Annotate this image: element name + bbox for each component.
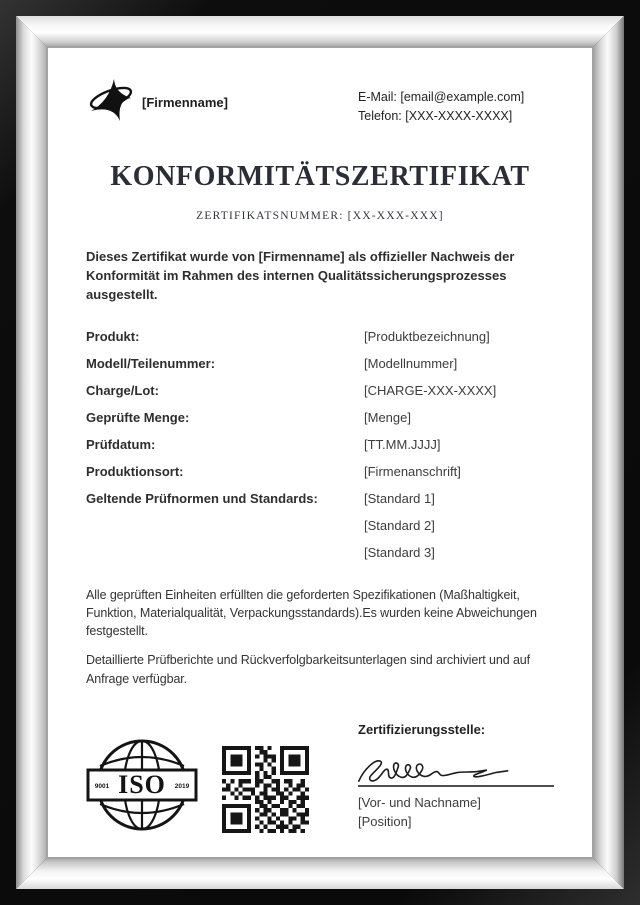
table-row	[86, 323, 554, 350]
compliance-paragraph: Alle geprüften Einheiten erfüllten die geforderten Spezifikationen (Maßhaltigkeit, Funktion, Materialqualität, Verpackungsstandards).Es wurden keine Abweichungen festgestellt.	[86, 587, 537, 639]
row-label: Geprüfte Menge:	[86, 409, 190, 425]
iso-center-text: ISO	[118, 769, 166, 799]
frame-edge-left	[16, 16, 46, 889]
table-row	[86, 431, 554, 458]
intro-paragraph: Dieses Zertifikat wurde von [Firmenname] als offizieller Nachweis der Konformität im Rahmen des internen Qualitätssicherungsprozesses ausgestellt.	[86, 249, 515, 302]
row-value: [Modellnummer]	[364, 355, 458, 371]
table-row	[86, 539, 554, 566]
row-value: [Produktbezeichnung]	[364, 328, 490, 344]
certifier-heading: Zertifizierungsstelle:	[358, 721, 486, 737]
table-row	[86, 458, 554, 485]
table-row	[86, 485, 554, 512]
frame-edge-bottom	[16, 859, 624, 889]
certificate-document	[46, 46, 594, 859]
table-row	[86, 377, 554, 404]
certifier-block	[358, 722, 554, 832]
table-row	[86, 404, 554, 431]
frame-edge-top	[16, 16, 624, 46]
company-logo-star-orbit-icon	[86, 78, 134, 127]
iso-left-text: 9001	[94, 782, 110, 790]
row-label: Produktionsort:	[86, 463, 184, 479]
details-table	[86, 323, 554, 566]
footer	[86, 722, 554, 842]
iso-right-text: 2019	[174, 782, 190, 790]
records-paragraph: Detaillierte Prüfberichte und Rückverfolgbarkeitsunterlagen sind archiviert und auf Anfrage verfügbar.	[86, 653, 531, 686]
certifier-name: [Vor- und Nachname]	[358, 794, 481, 810]
signature-line	[358, 785, 554, 787]
row-value: [CHARGE-XXX-XXXX]	[364, 382, 497, 398]
row-value: [Firmenanschrift]	[364, 463, 461, 479]
row-value: [TT.MM.JJJJ]	[364, 436, 441, 452]
iso-9001-badge-icon	[86, 733, 198, 842]
brand	[86, 78, 228, 127]
row-value: [Standard 3]	[364, 544, 435, 560]
row-label: Produkt:	[86, 328, 140, 344]
certificate-title: KONFORMITÄTSZERTIFIKAT	[110, 161, 530, 192]
row-label: Charge/Lot:	[86, 382, 159, 398]
header	[86, 78, 554, 127]
qr-code	[222, 746, 309, 833]
phone-line: Telefon: [XXX-XXXX-XXXX]	[358, 108, 513, 123]
row-value: [Menge]	[364, 409, 411, 425]
company-name: [Firmenname]	[142, 95, 228, 110]
certificate-number: ZERTIFIKATSNUMMER: [XX-XXX-XXX]	[196, 210, 444, 222]
email-line: E-Mail: [email@example.com]	[358, 90, 525, 104]
row-label: Modell/Teilenummer:	[86, 355, 216, 371]
row-label: Prüfdatum:	[86, 436, 156, 452]
table-row	[86, 512, 554, 539]
certifier-position: [Position]	[358, 813, 412, 829]
table-row	[86, 350, 554, 377]
contact-info	[358, 78, 554, 126]
frame-edge-right	[594, 16, 624, 889]
row-value: [Standard 1]	[364, 490, 435, 506]
row-label: Geltende Prüfnormen und Standards:	[86, 490, 318, 506]
row-value: [Standard 2]	[364, 517, 435, 533]
qr-code-svg	[222, 746, 309, 833]
title-block	[86, 161, 554, 222]
